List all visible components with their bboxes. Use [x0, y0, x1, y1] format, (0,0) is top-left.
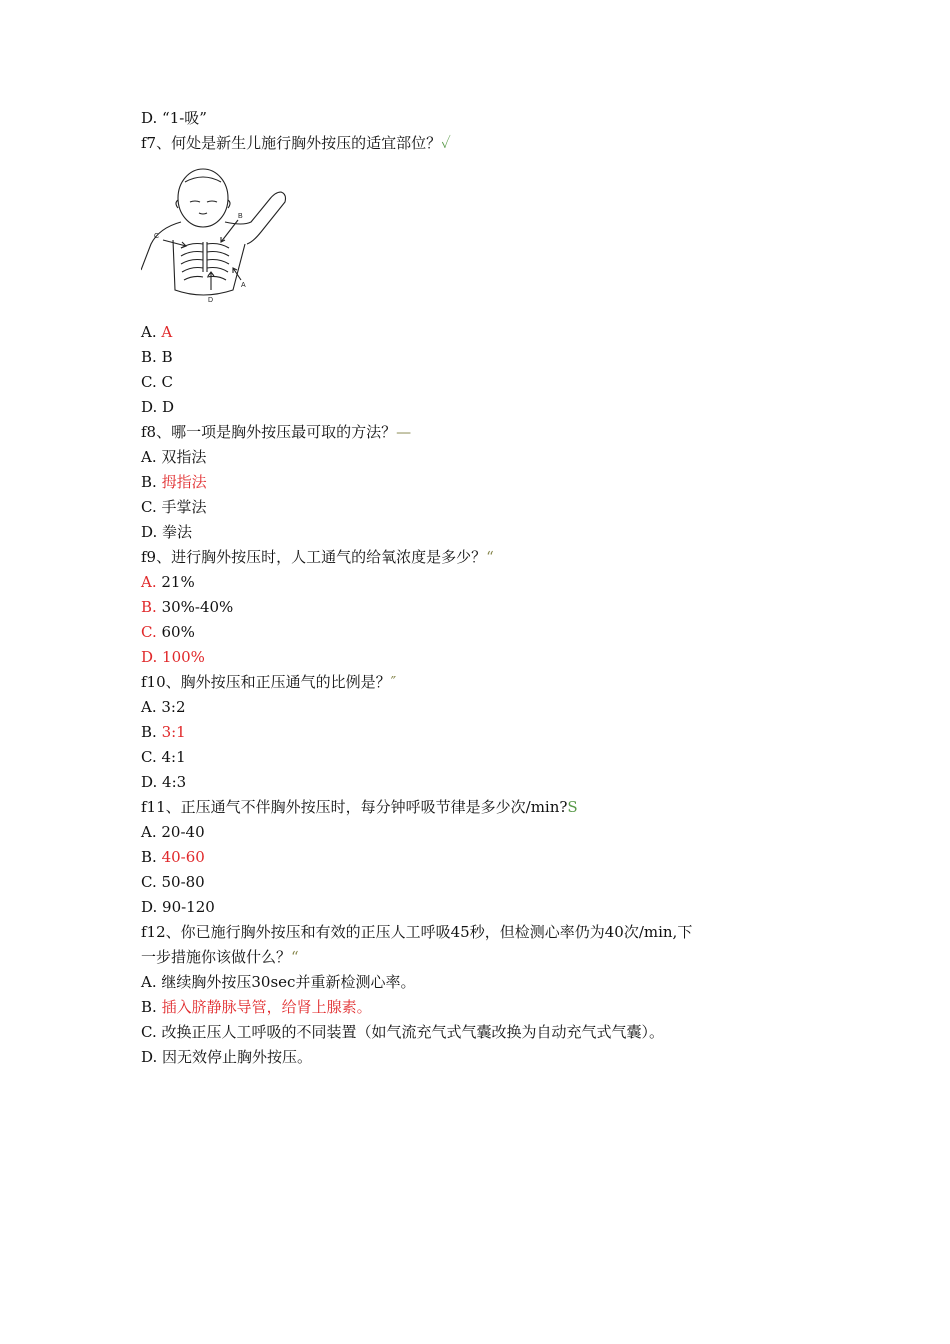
- infant-chest-figure: [141, 160, 291, 310]
- q9-option-a: [141, 570, 821, 595]
- option-text: B: [161, 348, 173, 366]
- option-prefix: B.: [141, 998, 162, 1016]
- q8-option-a: [141, 445, 821, 470]
- option-prefix: A.: [141, 323, 162, 341]
- option-prefix: C.: [141, 1023, 162, 1041]
- q7-option-c: [141, 370, 821, 395]
- option-prefix: D.: [141, 1048, 163, 1066]
- option-prefix: C.: [141, 373, 162, 391]
- option-prefix: C.: [141, 623, 162, 641]
- option-prefix: D.: [141, 523, 163, 541]
- option-text: 插入脐静脉导管，给肾上腺素。: [161, 998, 372, 1016]
- option-text: D: [162, 398, 175, 416]
- option-text: C: [161, 373, 173, 391]
- option-text: 改换正压人工呼吸的不同装置（如气流充气式气囊改换为自动充气式气囊）。: [161, 1023, 664, 1041]
- q8-stem: [141, 420, 821, 445]
- answer-mark: S: [567, 798, 578, 816]
- question-text: f10、胸外按压和正压通气的比例是？: [141, 673, 391, 691]
- q9-option-d: [141, 645, 821, 670]
- q9-option-b: [141, 595, 821, 620]
- option-text: 双指法: [161, 448, 207, 466]
- q12-stem-line2: [141, 945, 821, 970]
- option-prefix: A.: [141, 698, 162, 716]
- option-prefix: A.: [141, 973, 162, 991]
- option-prefix: B.: [141, 848, 162, 866]
- option-prefix: C.: [141, 873, 162, 891]
- q11-option-c: [141, 870, 821, 895]
- option-prefix: A.: [141, 448, 162, 466]
- option-prefix: D.: [141, 398, 163, 416]
- q10-option-c: [141, 745, 821, 770]
- question-text: f11、正压通气不伴胸外按压时，每分钟呼吸节律是多少次/min?: [141, 798, 568, 816]
- label-c: C: [154, 233, 160, 240]
- question-text: f9、进行胸外按压时，人工通气的给氧浓度是多少？: [141, 548, 487, 566]
- answer-mark: “: [291, 948, 299, 966]
- label-a: A: [241, 282, 246, 289]
- q7-stem: [141, 131, 821, 156]
- option-text: 拳法: [162, 523, 193, 541]
- option-text: 40-60: [161, 848, 205, 866]
- check-mark: ✓: [441, 134, 451, 152]
- q11-option-d: [141, 895, 821, 920]
- option-text: 因无效停止胸外按压。: [162, 1048, 313, 1066]
- option-prefix: A.: [141, 823, 162, 841]
- q12-stem-line1: [141, 920, 821, 945]
- option-text: 继续胸外按压30sec并重新检测心率。: [161, 973, 416, 991]
- label-d: D: [208, 297, 214, 304]
- option-text: 4:1: [161, 748, 186, 766]
- option-text: 20-40: [161, 823, 205, 841]
- question-text: f7、何处是新生儿施行胸外按压的适宜部位？: [141, 134, 442, 152]
- q7-option-d: [141, 395, 821, 420]
- option-text: 30%-40%: [161, 598, 234, 616]
- option-prefix: B.: [141, 473, 162, 491]
- q11-option-b: [141, 845, 821, 870]
- option-text: A: [161, 323, 173, 341]
- q9-stem: [141, 545, 821, 570]
- q11-option-a: [141, 820, 821, 845]
- infant-chest-illustration: [141, 160, 291, 310]
- q10-option-d: [141, 770, 821, 795]
- answer-mark: —: [396, 423, 412, 441]
- q6-option-d: [141, 106, 821, 131]
- option-prefix: B.: [141, 723, 162, 741]
- question-text: f8、哪一项是胸外按压最可取的方法？: [141, 423, 397, 441]
- option-prefix: D.: [141, 898, 163, 916]
- q12-option-a: [141, 970, 821, 995]
- q9-option-c: [141, 620, 821, 645]
- option-text: 手掌法: [161, 498, 207, 516]
- document-body: [141, 106, 821, 1070]
- option-prefix: D.: [141, 648, 163, 666]
- option-prefix: B.: [141, 598, 162, 616]
- answer-mark: “: [486, 548, 494, 566]
- q8-option-c: [141, 495, 821, 520]
- option-prefix: C.: [141, 498, 162, 516]
- option-prefix: A.: [141, 573, 162, 591]
- q12-option-c: [141, 1020, 821, 1045]
- q12-option-b: [141, 995, 821, 1020]
- option-text: 90-120: [162, 898, 215, 916]
- option-text: “1-吸”: [162, 109, 207, 127]
- option-text: 4:3: [162, 773, 187, 791]
- answer-mark: ″: [390, 673, 397, 691]
- q10-option-b: [141, 720, 821, 745]
- option-text: 60%: [161, 623, 195, 641]
- q12-option-d: [141, 1045, 821, 1070]
- q7-option-a: [141, 320, 821, 345]
- option-prefix: B.: [141, 348, 162, 366]
- option-text: 3:2: [161, 698, 186, 716]
- q8-option-d: [141, 520, 821, 545]
- label-b: B: [238, 213, 243, 220]
- option-text: 21%: [161, 573, 195, 591]
- option-text: 100%: [162, 648, 205, 666]
- option-text: 3:1: [161, 723, 186, 741]
- option-prefix: C.: [141, 748, 162, 766]
- q10-option-a: [141, 695, 821, 720]
- option-text: 50-80: [161, 873, 205, 891]
- q10-stem: [141, 670, 821, 695]
- q11-stem: [141, 795, 821, 820]
- question-text: f12、你已施行胸外按压和有效的正压人工呼吸45秒，但检测心率仍为40次/min,下: [141, 923, 693, 941]
- q7-option-b: [141, 345, 821, 370]
- question-text: 一步措施你该做什么？: [141, 948, 292, 966]
- q8-option-b: [141, 470, 821, 495]
- option-prefix: D.: [141, 773, 163, 791]
- option-text: 拇指法: [161, 473, 207, 491]
- option-prefix: D.: [141, 109, 163, 127]
